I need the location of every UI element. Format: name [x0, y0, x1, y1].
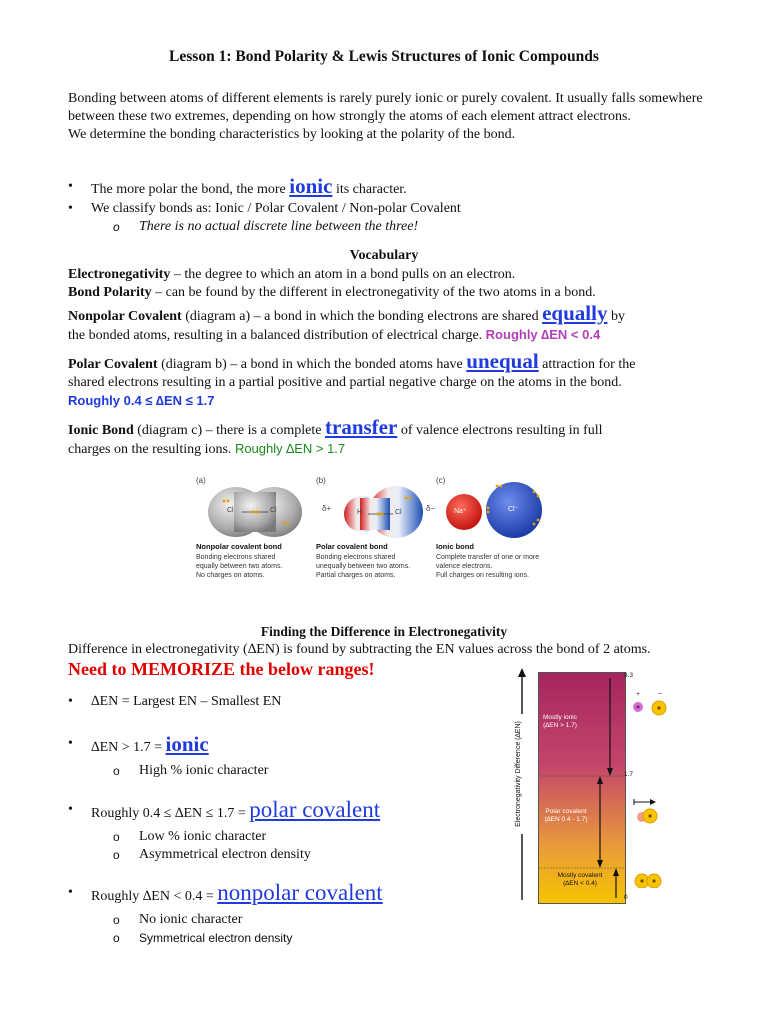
def-ionic-bond: Ionic Bond (diagram c) – there is a complete transfer of valence electrons resulting in full charges on the resulting ions. Roughly ∆EN > 1.7 — [68, 415, 603, 457]
sub-list-item: o High % ionic character — [68, 762, 268, 780]
atom-label: Cl — [395, 509, 402, 516]
def-electronegativity: Electronegativity – the degree to which an atom in a bond pulls on an electron. — [68, 267, 516, 282]
zone-arrows — [538, 672, 624, 902]
transfer-keyword: transfer — [325, 415, 398, 439]
polar-range: Roughly 0.4 ≤ ∆EN ≤ 1.7 — [68, 393, 215, 408]
panel-a-caption: Bonding electrons shared equally between two atoms. No charges on atoms. — [196, 554, 283, 579]
intro-p2: We determine the bonding characteristics by looking at the polarity of the bond. — [68, 127, 516, 142]
svg-text:−: − — [658, 691, 663, 698]
panel-c-label: (c) — [436, 476, 446, 485]
atom-label: Cl⁻ — [508, 506, 519, 513]
nonpolar-bond-diagram — [204, 484, 314, 539]
list-item: • Roughly 0.4 ≤ ∆EN ≤ 1.7 = polar covalent — [68, 796, 380, 828]
difference-heading: Finding the Difference in Electronegativity — [260, 624, 508, 639]
sub-list-item: o Asymmetrical electron density — [68, 846, 380, 864]
panel-b-title: Polar covalent bond — [316, 542, 388, 551]
memorize-heading: Need to MEMORIZE the below ranges! — [68, 659, 375, 679]
particle-illustrations — [630, 688, 676, 888]
difference-description: Difference in electronegativity (∆EN) is found by subtracting the EN values across the bond of 2 atoms. — [68, 642, 651, 657]
zone-label-polar: Polar covalent (∆EN 0.4 - 1.7) — [544, 808, 588, 823]
vocabulary-heading: Vocabulary — [349, 248, 419, 263]
nonpolar-covalent-keyword: nonpolar covalent — [217, 880, 383, 905]
polarity-bullets — [68, 176, 461, 236]
equally-keyword: equally — [542, 301, 608, 325]
range-polar — [68, 796, 380, 864]
tick-label: 3.3 — [624, 672, 634, 679]
panel-b-label: (b) — [316, 476, 326, 485]
def-bond-polarity: Bond Polarity – can be found by the different in electronegativity of the two atoms in a bond. — [68, 285, 596, 300]
svg-text:+: + — [636, 691, 641, 698]
en-difference-scale — [510, 668, 680, 908]
panel-a-label: (a) — [196, 476, 206, 485]
panel-c-caption: Complete transfer of one or more valence electrons. Full charges on resulting ions. — [436, 554, 540, 579]
nonpolar-range: Roughly ∆EN < 0.4 — [485, 327, 601, 342]
zone-label-covalent: Mostly covalent (∆EN < 0.4) — [557, 872, 603, 887]
zone-label-ionic: Mostly ionic (∆EN > 1.7) — [543, 714, 577, 729]
sub-list-item: o Low % ionic character — [68, 828, 380, 846]
ionic-range: Roughly ∆EN > 1.7 — [234, 441, 346, 456]
atom-label: H — [357, 509, 363, 516]
range-nonpolar — [68, 879, 383, 947]
list-item: • ∆EN > 1.7 = ionic — [68, 730, 268, 762]
sub-list-item: o There is no actual discrete line between the three! — [68, 218, 461, 236]
atom-label: Cl — [227, 507, 234, 514]
intro-paragraph — [68, 90, 708, 144]
list-item: • We classify bonds as: Ionic / Polar Covalent / Non-polar Covalent — [68, 200, 461, 218]
tick-label: 1.7 — [624, 771, 634, 778]
list-item: • The more polar the bond, the more ionic its character. — [68, 176, 461, 200]
atom-label: Cl — [270, 507, 277, 514]
bond-diagrams-figure — [190, 474, 590, 594]
axis-label: Electronegativity Difference (∆EN) — [515, 714, 523, 834]
atom-label: Na⁺ — [454, 508, 467, 515]
vocab-definitions — [68, 266, 708, 302]
panel-c-title: Ionic bond — [436, 542, 474, 551]
polar-bond-diagram — [338, 484, 428, 539]
range-ionic — [68, 730, 268, 780]
list-item: • Roughly ∆EN < 0.4 = nonpolar covalent — [68, 879, 383, 911]
unequal-keyword: unequal — [466, 349, 539, 373]
ionic-range-keyword: ionic — [165, 732, 209, 756]
delta-minus: δ− — [426, 504, 436, 513]
page-title: Lesson 1: Bond Polarity & Lewis Structures of Ionic Compounds — [169, 48, 599, 65]
sub-list-item: o No ionic character — [68, 911, 383, 929]
def-nonpolar-covalent: Nonpolar Covalent (diagram a) – a bond in which the bonding electrons are shared equally by the bonded atoms, resulting in a balanced distribution of electrical charge. Roughly ∆EN < 0.4 — [68, 301, 625, 343]
range-bullets — [68, 692, 281, 712]
intro-p1: Bonding between atoms of different elements is rarely purely ionic or purely covalent. It usually falls somewhere between these two extremes, depending on how strongly the atoms of each element attract electrons. — [68, 91, 703, 124]
sub-list-item: o Symmetrical electron density — [68, 929, 383, 947]
polar-covalent-keyword: polar covalent — [249, 797, 381, 822]
panel-a-title: Nonpolar covalent bond — [196, 542, 282, 551]
tick-label: 0 — [624, 894, 628, 901]
def-polar-covalent: Polar Covalent (diagram b) – a bond in which the bonded atoms have unequal attraction for the shared electrons resulting in a partial positive and partial negative charge on the atoms in the bond. Roughly 0.4 ≤ ∆EN ≤ 1.7 — [68, 349, 636, 408]
panel-b-caption: Bonding electrons shared unequally between two atoms. Partial charges on atoms. — [316, 554, 411, 579]
ionic-keyword: ionic — [289, 174, 333, 198]
list-item: • ∆EN = Largest EN – Smallest EN — [68, 692, 281, 712]
delta-plus: δ+ — [322, 504, 332, 513]
